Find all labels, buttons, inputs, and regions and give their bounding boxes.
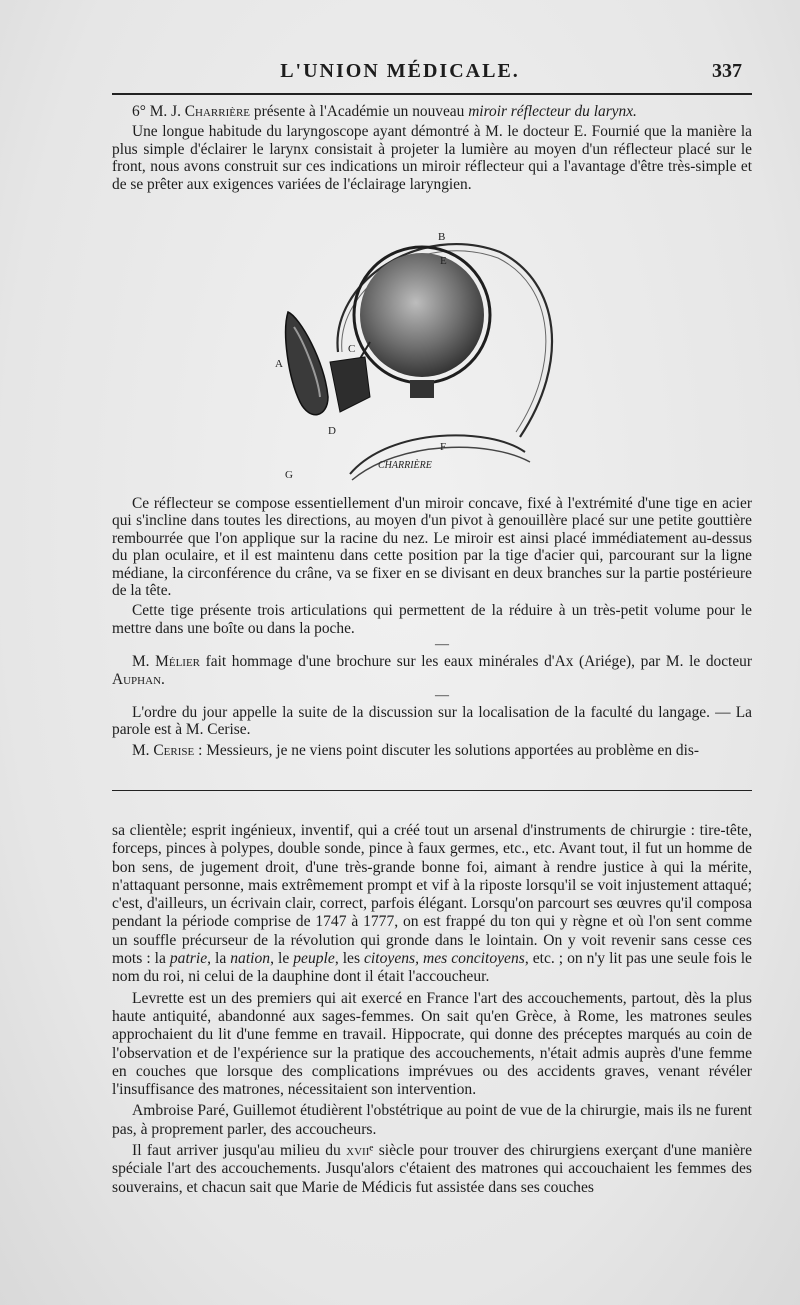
word-peuple: peuple xyxy=(293,950,335,968)
figure-label-g: G xyxy=(285,469,293,481)
description-paragraph-2: Cette tige présente trois articulations qui permettent de la réduire à un très-petit volume pour le mettre dans une boîte ou dans la poche. xyxy=(112,602,752,637)
pivot-joint-icon xyxy=(330,357,370,412)
portrait-text-a: sa clientèle; esprit ingénieux, inventif, qui a créé tout un arsenal d'instruments de chirurgie : tire-tête, forceps, pinces à polypes, double sonde, pince à faux germes, etc., etc. Avant tout, il fut un homme de bon sens, de jugement droit, d'une très-grande bonne foi, aimant à rendre justice à qui la mérite, n'attaquant personne, mais extrêmement prompt et vif à la riposte lorsqu'il se voit injustement attaqué; c'est, d'ailleurs, un écrivain clair, correct, parfois élégant. Lorsqu'on parcourt ses œuvres qu'il composa pendant la période comprise de 1747 à 1777, on est frappé du ton qui y règne et où l'on sent comme un souffle précurseur de la révolution qui gronde dans le lointain. On y voit revenir sans cesse ces mots : la xyxy=(112,822,752,968)
intro-prefix: 6° M. J. xyxy=(132,103,185,120)
cerise-paragraph xyxy=(112,742,752,759)
century-text-a: Il faut arriver jusqu'au milieu du xyxy=(132,1142,347,1160)
cerise-prefix: M. xyxy=(132,741,154,759)
century-text-b: siècle pour trouver des chirurgiens exerçant d'une manière spéciale l'art des accouchements. Jusqu'alors c'étaient des matrones qui accouchaient les femmes des souverains, et chacun sait que Marie de Médicis fut assistée dans ses couches xyxy=(112,1142,753,1196)
maker-mark: CHARRIÈRE xyxy=(378,460,432,471)
auphan-name: Auphan xyxy=(112,670,162,688)
levret-history-paragraph: Levrette est un des premiers qui ait exercé en France l'art des accouchements, partout, dès la plus haute antiquité, abandonné aux sages-femmes. On sait qu'en Grèce, à Rome, les matrones seules approchaient du lit d'une femme en travail. Hippocrate, qui donne des préceptes marqués au coin de l'observation et de l'expérience sur la pratique des accouchements, n'était admis auprès d'une femme en couches que lorsque des complications imprévues ou des accidents graves, venant révéler l'insuffisance des matrones, nécessitaient son intervention. xyxy=(112,989,752,1099)
figure-label-f: F xyxy=(440,441,447,453)
melier-end: . xyxy=(161,670,165,688)
running-header-title: L'UNION MÉDICALE. xyxy=(280,60,520,82)
word-patrie: patrie xyxy=(169,950,208,968)
description-block xyxy=(112,495,752,762)
sep-1: , la xyxy=(207,950,231,968)
cerise-text: : Messieurs, je ne viens point discuter les solutions apportées au problème en dis- xyxy=(194,741,700,759)
intro-paragraph: Une longue habitude du laryngoscope ayant démontré à M. le docteur E. Fournié que la manière la plus simple d'éclairer le larynx consistait à projeter la lumière au moyen d'un réflecteur placé sur le front, nous avons construit sur ces indications un miroir réflecteur qui a l'avantage d'être très-simple et de se prêter aux exigences variées de l'éclairage laryngien. xyxy=(112,123,752,193)
feuilleton-separator-rule xyxy=(112,790,752,791)
figure-label-b: B xyxy=(438,231,446,243)
feuilleton-block xyxy=(112,822,752,1200)
header-rule xyxy=(112,93,752,95)
sep-3: , les xyxy=(334,950,365,968)
intro-heading xyxy=(112,103,752,120)
portrait-text-b: , etc. ; on n'y lit pas une seule fois le nom du roi, ni celui de la dauphine dont il était l'accoucheur. xyxy=(112,950,752,986)
description-paragraph-1: Ce réflecteur se compose essentiellement d'un miroir concave, fixé à l'extrémité d'une tige en acier qui s'incline dans toutes les directions, au moyen d'un pivot à genouillère placé sur une petite gouttière rembourrée que l'on applique sur la racine du nez. Le miroir est ainsi placé immédiatement au-dessus du plan oculaire, et il est maintenu dans cette position par la tige d'acier qui, parcourant sur la ligne médiane, la circonférence du crâne, va se fixer en se divisant en deux branches sur la partie postérieure de la tête. xyxy=(112,495,752,600)
presenter-name: Charrière xyxy=(184,103,251,120)
melier-prefix: M. xyxy=(132,653,156,671)
figure-label-e: E xyxy=(440,255,447,267)
seventeenth-century-paragraph xyxy=(112,1142,752,1197)
laryngeal-mirror-figure xyxy=(270,212,570,487)
order-of-day-paragraph: L'ordre du jour appelle la suite de la discussion sur la localisation de la faculté du langage. — La parole est à M. Cerise. xyxy=(112,704,752,739)
intro-mid: présente à l'Académie un nouveau xyxy=(250,103,469,120)
section-dash: — xyxy=(435,637,449,653)
cerise-name: Cerise xyxy=(153,741,195,759)
melier-paragraph xyxy=(112,653,752,688)
levret-portrait-paragraph xyxy=(112,822,752,987)
page-number: 337 xyxy=(712,60,742,82)
rear-branches-icon xyxy=(350,435,525,474)
pare-paragraph: Ambroise Paré, Guillemot étudièrent l'obstétrique au point de vue de la chirurgie, mais ils ne furent pas, à proprement parler, des accoucheurs. xyxy=(112,1102,752,1138)
century-numeral: xviiᵉ xyxy=(346,1142,374,1160)
word-nation: nation xyxy=(230,950,271,968)
melier-text: fait hommage d'une brochure sur les eaux minérales d'Ax (Ariége), par M. le docteur xyxy=(200,653,752,671)
instrument-title: miroir réflecteur du larynx. xyxy=(468,103,637,120)
concave-mirror-icon xyxy=(360,253,484,377)
word-citoyens: citoyens, mes concitoyens xyxy=(364,950,525,968)
figure-label-a: A xyxy=(275,358,283,370)
section-dash-2: — xyxy=(435,688,449,704)
figure-label-c: C xyxy=(348,343,356,355)
intro-block xyxy=(112,103,752,196)
sep-2: , le xyxy=(270,950,294,968)
nose-pad-icon xyxy=(286,312,328,415)
figure-label-d: D xyxy=(328,425,336,437)
melier-name: Mélier xyxy=(155,653,201,671)
